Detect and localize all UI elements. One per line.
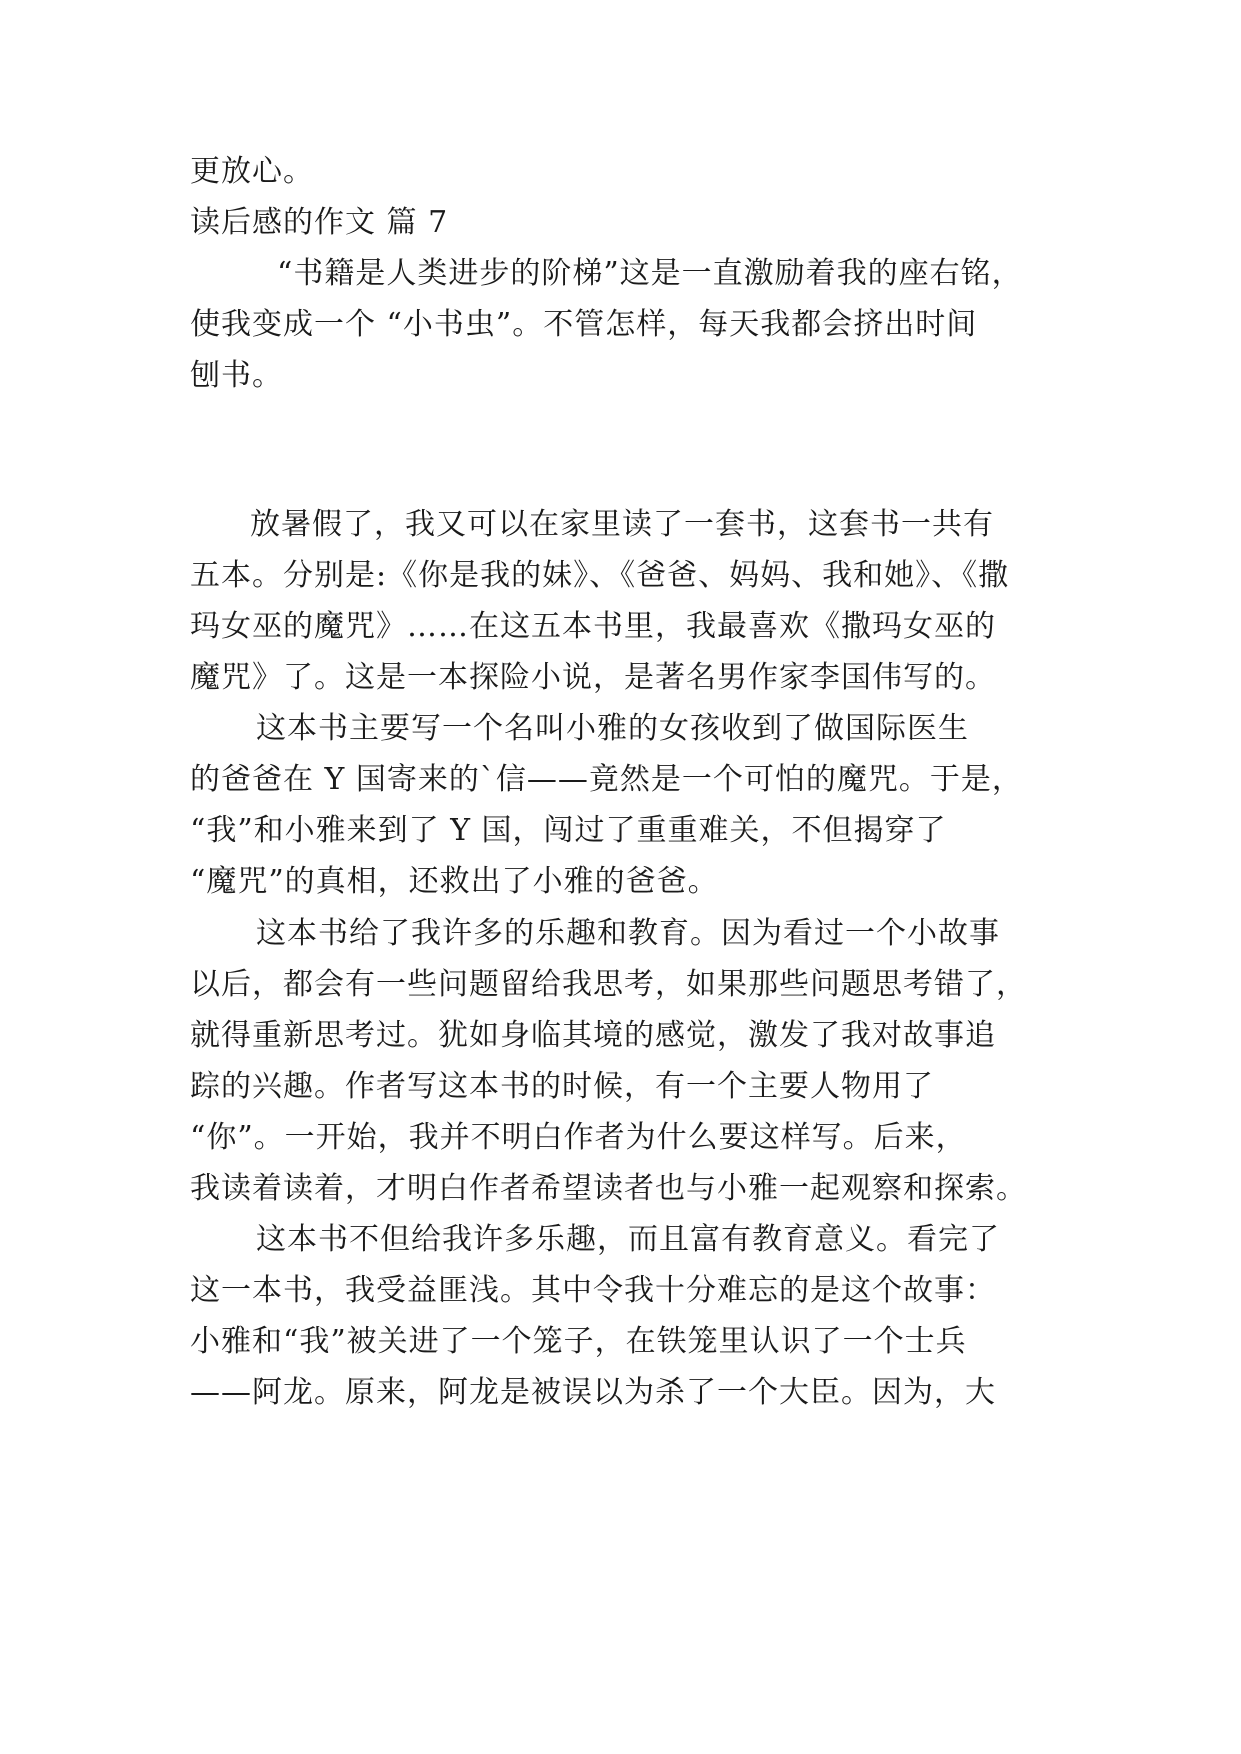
paragraph-2-line-4: “魔咒”的真相，还救出了小雅的爸爸。 [190, 864, 719, 899]
text-line-5: 刨书。 [190, 358, 283, 393]
paragraph-3-line-4: 踪的兴趣。作者写这本书的时候，有一个主要人物用了 [190, 1069, 934, 1104]
paragraph-1-line-2: 五本。分别是:《你是我的妹》、《爸爸、妈妈、我和她》、《撒 [190, 558, 1010, 593]
paragraph-4-line-4: ——阿龙。原来，阿龙是被误以为杀了一个大臣。因为，大 [190, 1375, 996, 1410]
paragraph-3-line-3: 就得重新思考过。犹如身临其境的感觉，激发了我对故事追 [190, 1018, 996, 1053]
paragraph-2-line-1: 这本书主要写一个名叫小雅的女孩收到了做国际医生 [256, 711, 969, 746]
section-heading: 读后感的作文 篇 7 [190, 205, 449, 240]
paragraph-3-line-1: 这本书给了我许多的乐趣和教育。因为看过一个小故事 [256, 916, 1000, 951]
paragraph-1-line-1: 放暑假了，我又可以在家里读了一套书，这套书一共有 [250, 507, 994, 542]
paragraph-3-line-6: 我读着读着，才明白作者希望读者也与小雅一起观察和探索。 [190, 1171, 1027, 1206]
paragraph-4-line-1: 这本书不但给我许多乐趣，而且富有教育意义。看完了 [256, 1222, 1000, 1257]
paragraph-4-line-3: 小雅和“我”被关进了一个笼子，在铁笼里认识了一个士兵 [190, 1324, 967, 1359]
paragraph-2-line-3: “我”和小雅来到了 Y 国，闯过了重重难关，不但揭穿了 [190, 813, 947, 848]
paragraph-1-line-3: 玛女巫的魔咒》……在这五本书里，我最喜欢《撒玛女巫的 [190, 609, 996, 644]
paragraph-1-line-4: 魔咒》了。这是一本探险小说，是著名男作家李国伟写的。 [190, 660, 996, 695]
paragraph-4-line-2: 这一本书，我受益匪浅。其中令我十分难忘的是这个故事： [190, 1273, 996, 1308]
paragraph-2-line-2: 的爸爸在 Y 国寄来的`信——竟然是一个可怕的魔咒。于是， [190, 762, 1023, 797]
text-line-3: “书籍是人类进步的阶梯”这是一直激励着我的座右铭， [246, 256, 1023, 291]
paragraph-3-line-2: 以后，都会有一些问题留给我思考，如果那些问题思考错了， [190, 967, 1027, 1002]
text-line-1: 更放心。 [190, 154, 314, 189]
text-line-4: 使我变成一个 “小书虫”。不管怎样，每天我都会挤出时间 [190, 307, 978, 342]
paragraph-3-line-5: “你”。一开始，我并不明白作者为什么要这样写。后来， [190, 1120, 967, 1155]
